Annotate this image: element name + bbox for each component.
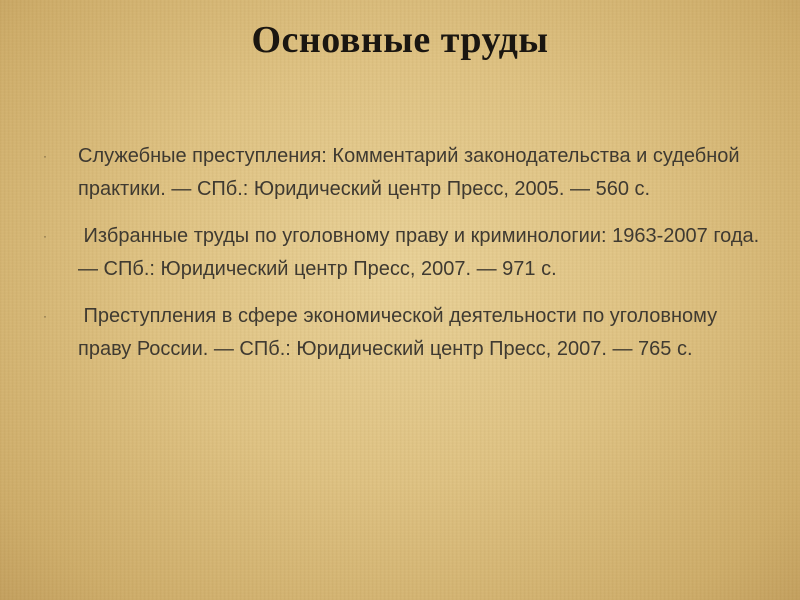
bullet-icon: · (43, 309, 47, 323)
works-list (40, 140, 760, 380)
list-item (40, 140, 760, 206)
list-item-text: Служебные преступления: Комментарий законодательства и судебной практики. — СПб.: Юридический центр Пресс, 2005. — 560 с. (78, 145, 740, 200)
list-item (40, 220, 760, 286)
list-item-text: Преступления в сфере экономической деятельности по уголовному праву России. — СПб.: Юридический центр Пресс, 2007. — 765 с. (78, 305, 718, 360)
list-item-text: Избранные труды по уголовному праву и криминологии: 1963-2007 года. — СПб.: Юридический центр Пресс, 2007. — 971 с. (78, 225, 760, 280)
list-item (40, 300, 760, 366)
bullet-icon: · (43, 149, 47, 163)
bullet-icon: · (43, 229, 47, 243)
slide-title: Основные труды (251, 19, 549, 61)
